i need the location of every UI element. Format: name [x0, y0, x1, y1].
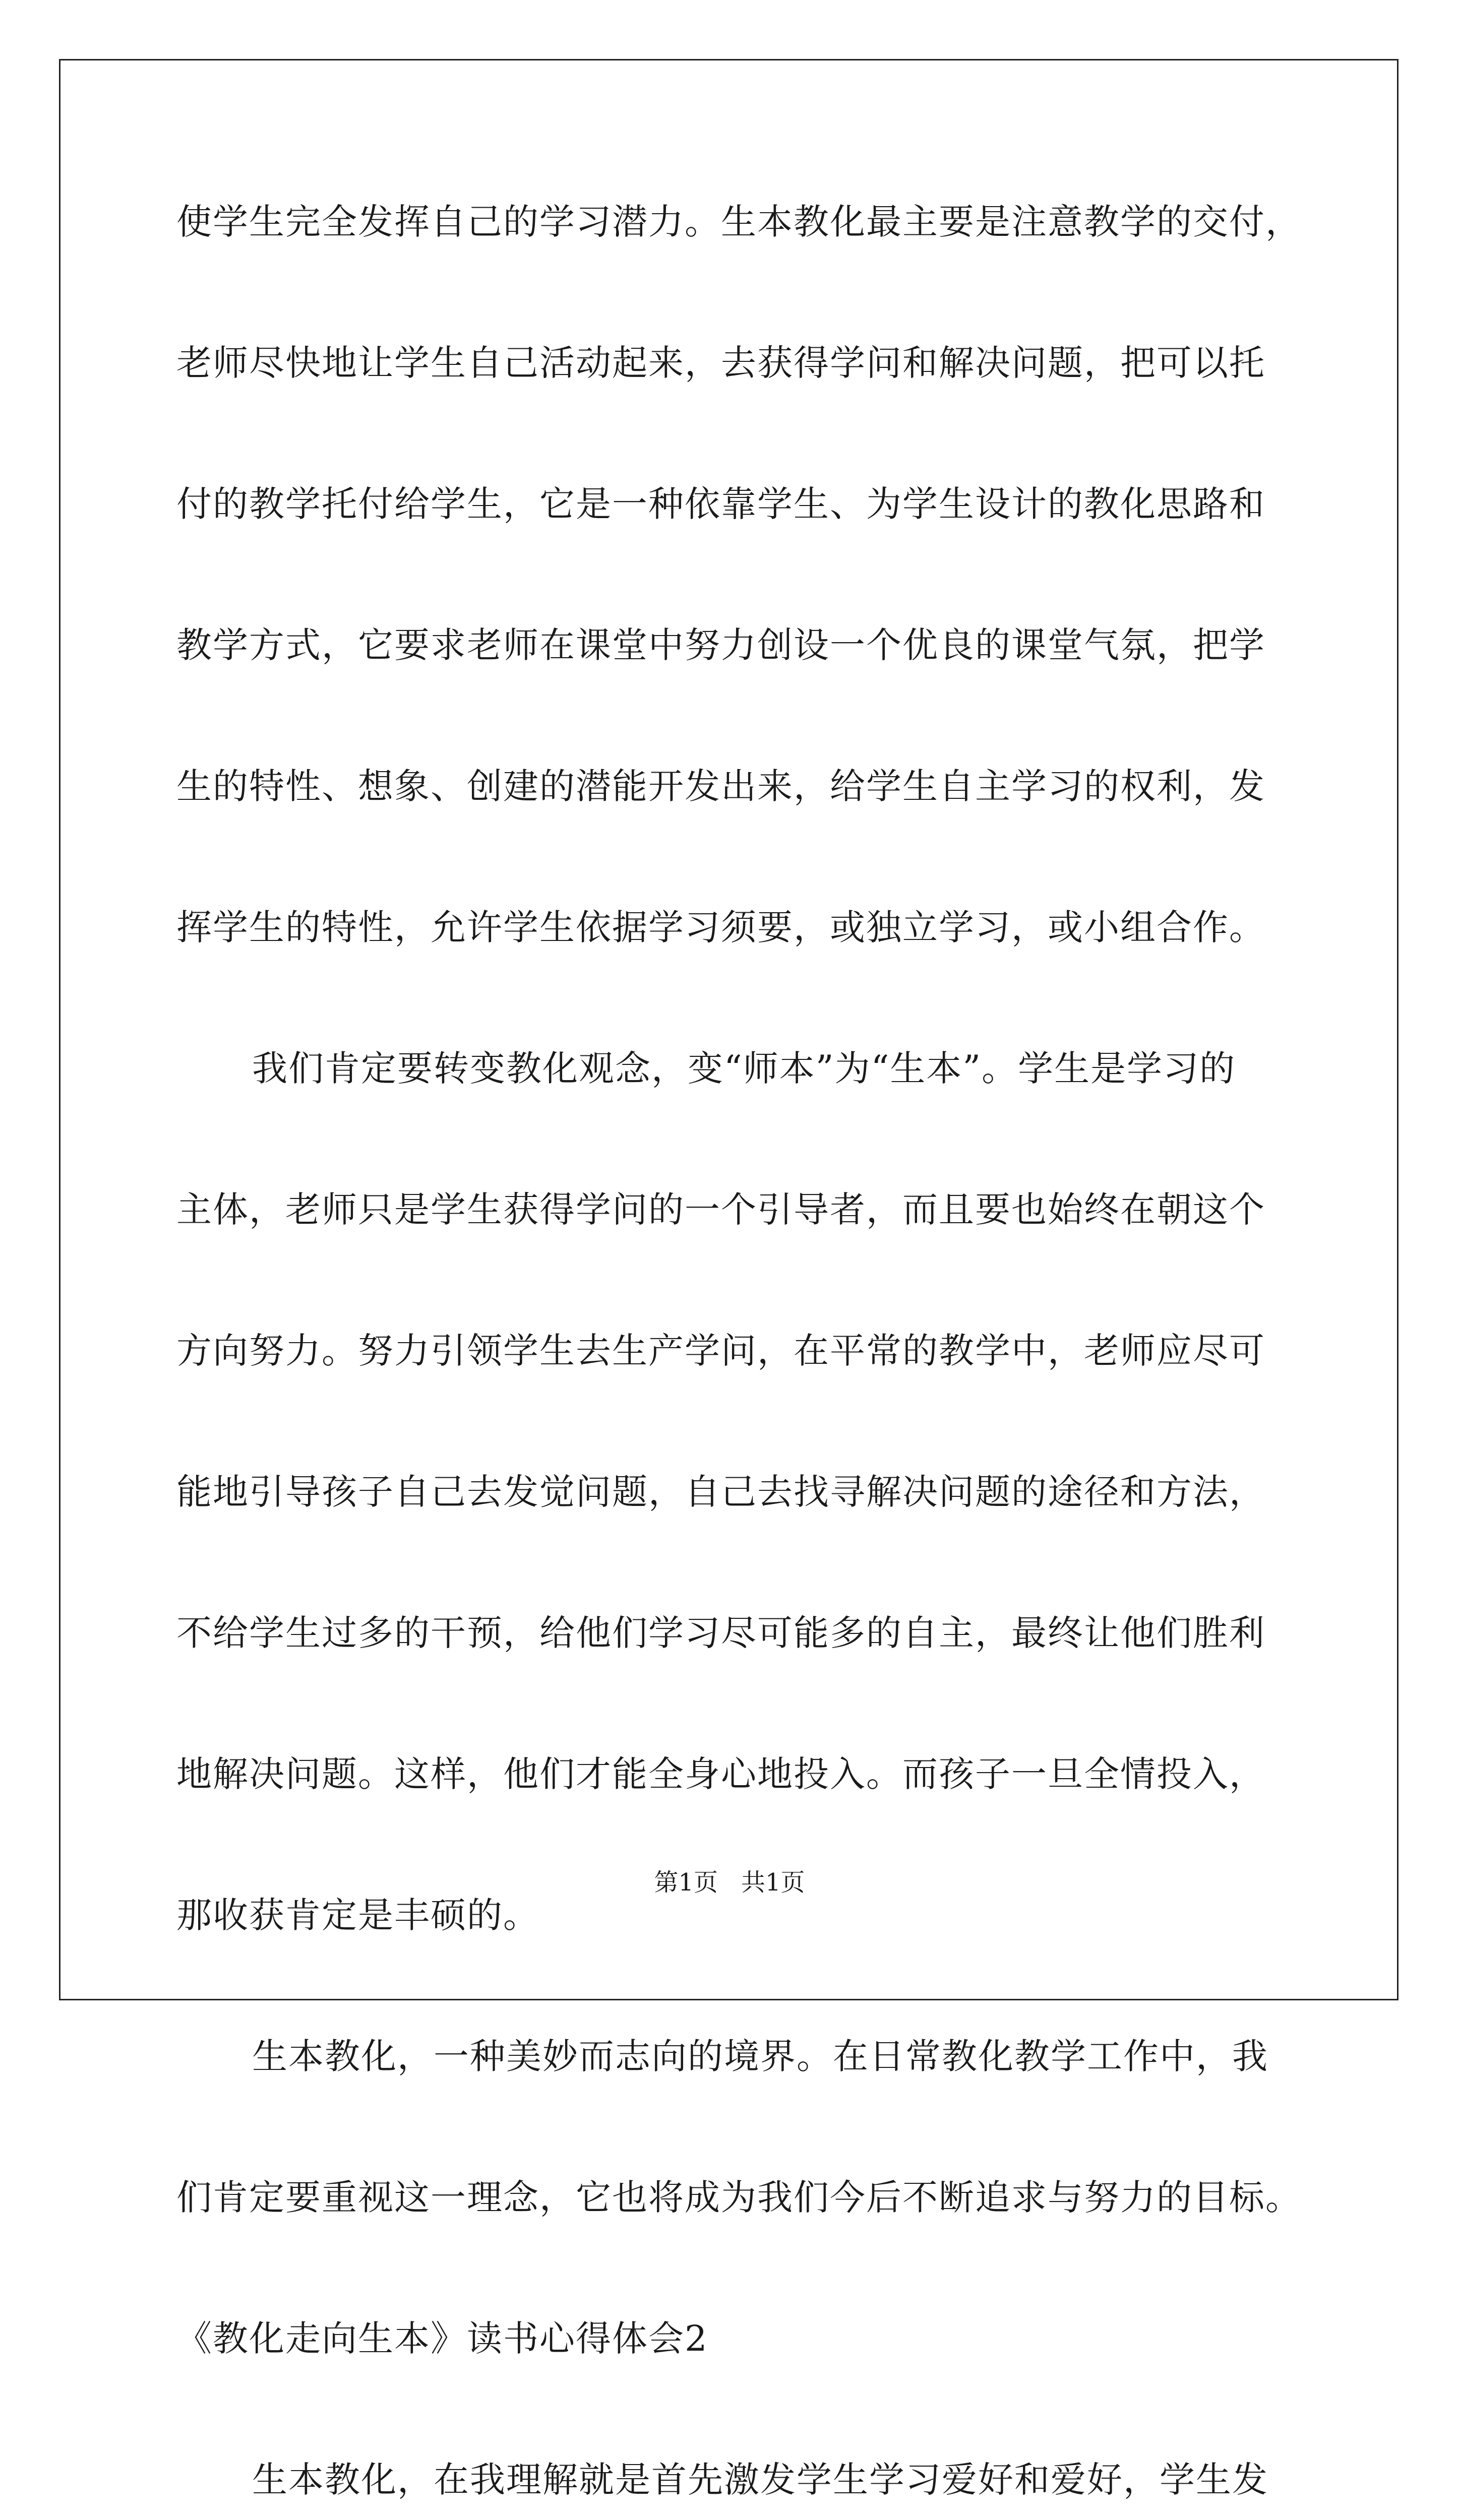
- page-number-current: 第1页: [654, 1868, 718, 1897]
- paragraph-line: 付的教学托付给学生，它是一种依靠学生、为学生设计的教化思路和: [176, 483, 1265, 525]
- paragraph-line: 方向努力。努力引领学生去生产学问，在平常的教学中，老师应尽可: [176, 1330, 1265, 1371]
- paragraph-line: 生本教化，一种美妙而志向的境界。在日常教化教学工作中，我: [252, 2036, 1268, 2077]
- paragraph-line: 生本教化，在我理解就是首先激发学生学习爱好和爱好，学生发: [252, 2459, 1268, 2500]
- document-body: [176, 181, 1302, 2520]
- paragraph-line: 主体，老师只是学生获得学问的一个引导者，而且要也始终在朝这个: [176, 1189, 1265, 1230]
- paragraph-line: 不给学生过多的干预，给他们学习尽可能多的自主，最终让他们胜利: [176, 1612, 1265, 1654]
- paragraph-line: 们肯定要重视这一理念，它也将成为我们今后不断追求与努力的目标。: [176, 2177, 1302, 2218]
- section-heading: 《教化走向生本》读书心得体会2: [176, 2318, 708, 2359]
- paragraph-line: 教学方式，它要求老师在课堂中努力创设一个优良的课堂气氛，把学: [176, 624, 1265, 666]
- paragraph-line: 地解决问题。这样，他们才能全身心地投入。而孩子一旦全情投入，: [176, 1753, 1265, 1795]
- paragraph-line: 老师尽快地让学生自己活动起来，去获得学问和解决问题，把可以托: [176, 342, 1265, 384]
- page-footer: [0, 1867, 1459, 1898]
- paragraph-line: 能地引导孩子自己去发觉问题，自己去找寻解决问题的途径和方法，: [176, 1471, 1265, 1513]
- paragraph-line: 那收获肯定是丰硕的。: [176, 1895, 539, 1936]
- page-number-total: 共1页: [741, 1868, 805, 1897]
- paragraph-line: 我们肯定要转变教化观念，变“师本”为“生本”。学生是学习的: [252, 1048, 1236, 1089]
- paragraph-line: 使学生完全发挥自己的学习潜力。生本教化最主要是注意教学的交付，: [176, 201, 1302, 242]
- paragraph-line: 挥学生的特性，允许学生依据学习须要，或独立学习，或小组合作。: [176, 907, 1265, 948]
- paragraph-line: 生的特性、想象、创建的潜能开发出来，给学生自主学习的权利，发: [176, 766, 1265, 807]
